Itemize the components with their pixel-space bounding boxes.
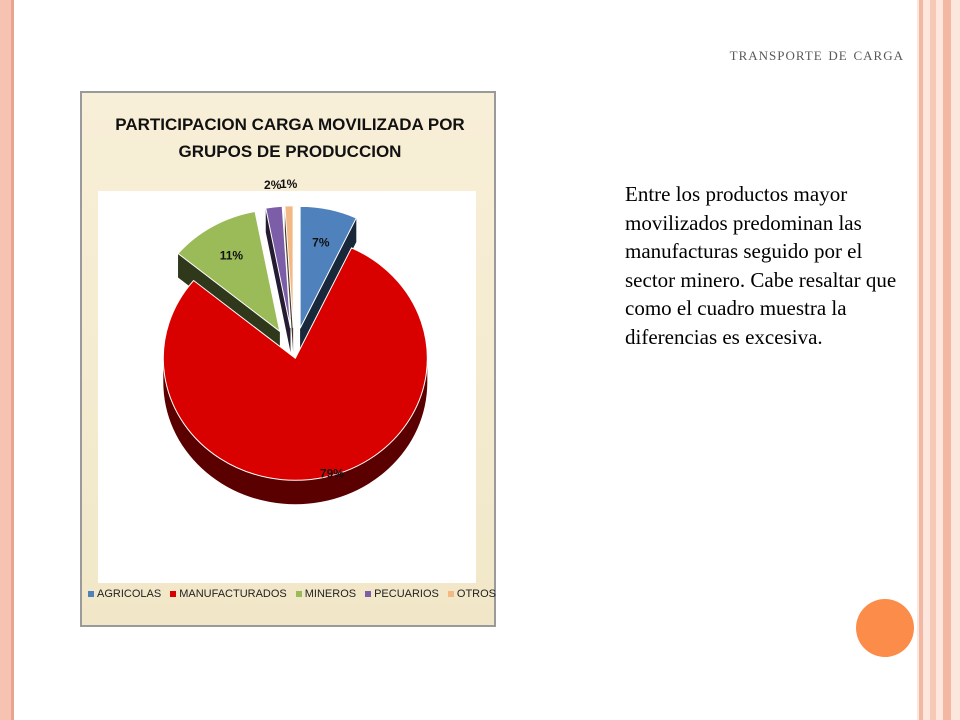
slide-title: transporte de carga [729,44,904,65]
chart-frame [80,91,496,627]
legend-label: MANUFACTURADOS [179,588,287,600]
legend-item-pecuarios [365,588,439,600]
legend-item-agricolas [88,588,161,600]
data-label: 2% [264,178,282,193]
data-label: 1% [279,176,298,191]
pie-chart [82,93,497,625]
left-decor-stripe [0,0,11,720]
legend-item-otros [448,588,496,600]
data-label: 7% [312,235,330,250]
legend-label: MINEROS [304,588,357,600]
legend-label: PECUARIOS [374,588,439,600]
right-decor-stripe [930,0,936,720]
legend-swatch [170,591,176,597]
legend-label: OTROS [456,588,497,600]
left-decor-line [11,0,14,720]
data-label: 11% [219,248,244,263]
body-text: Entre los productos mayor movilizados predominan las manufacturas seguido por el sector minero. Cabe resaltar que como el cuadro muestra la diferencias es excesiva. [625,182,897,349]
legend-label: AGRICOLAS [97,588,162,600]
decor-circle [856,599,914,657]
legend-swatch [88,591,94,597]
right-decor-stripe [943,0,951,720]
right-decor-stripe [919,0,923,720]
data-label: 79% [319,466,344,481]
legend-swatch [448,591,454,597]
legend-item-manufacturados [170,588,287,600]
right-decor-band [917,0,960,720]
chart-title: PARTICIPACION CARGA MOVILIZADA POR GRUPOS DE PRODUCCION [115,115,465,161]
legend-item-mineros [296,588,356,600]
chart-legend [97,583,497,605]
legend-swatch [365,591,371,597]
legend-swatch [296,591,302,597]
